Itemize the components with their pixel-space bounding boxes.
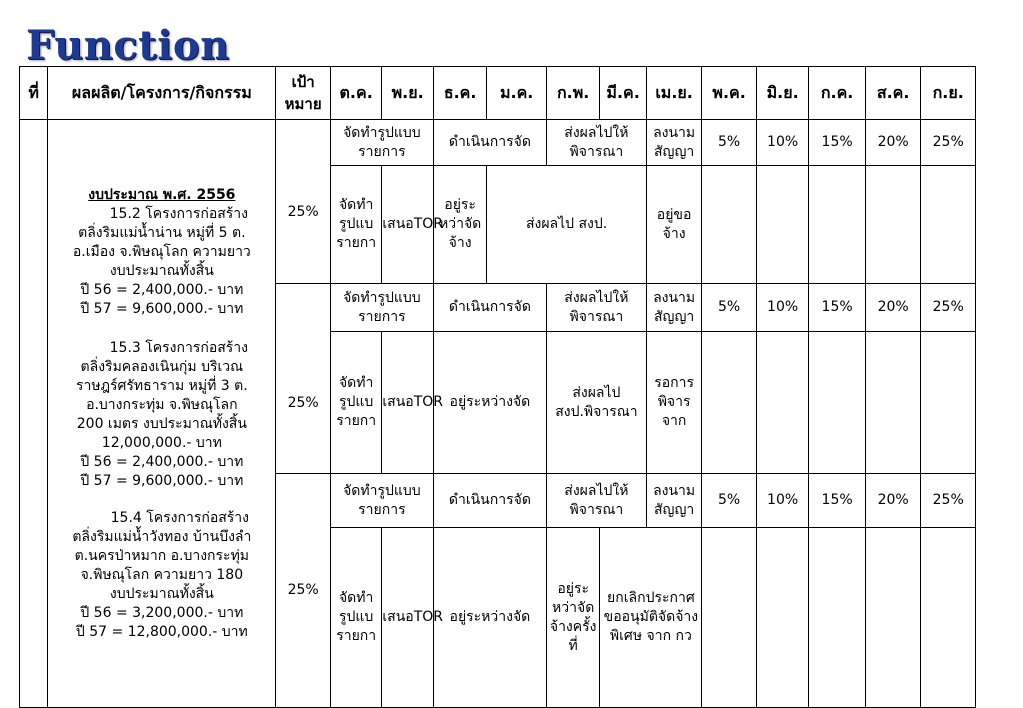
empty-cell xyxy=(865,166,921,284)
actual-tor-cell: เสนอTOR xyxy=(382,166,433,284)
empty-cell xyxy=(702,166,757,284)
actual-cancel-cell: ยกเลิกประกาศขออนุมัติจัดจ้างพิเศษ จาก กว xyxy=(600,528,702,708)
actual-design-cell: จัดทำรูปแบรายกา xyxy=(330,528,381,708)
target-cell xyxy=(276,284,331,474)
project-15-4-line: ต.นครป่าหมาก อ.บางกระทุ่ม xyxy=(74,547,250,564)
project-15-3-line: ตลิ่งริมคลองเนินกุ่ม บริเวณ xyxy=(80,358,244,375)
actual-waiting-cell: รอการพิจารจาก xyxy=(646,332,702,474)
plan-percent-cell: 15% xyxy=(809,120,866,166)
empty-cell xyxy=(702,528,757,708)
col-header-month: ส.ค. xyxy=(865,67,921,120)
actual-tor-cell: เสนอTOR xyxy=(382,332,433,474)
page-title: Function xyxy=(26,22,230,69)
actual-procuring-cell: อยู่ระหว่าจัดจ้าง xyxy=(433,166,487,284)
project-15-2-budget-57: ปี 57 = 9,600,000.- บาท xyxy=(80,300,244,317)
plan-percent-cell: 5% xyxy=(702,284,757,332)
col-header-month: มิ.ย. xyxy=(756,67,808,120)
actual-procuring-cell: อยู่ระหว่างจัด xyxy=(433,528,546,708)
actual-tor-cell: เสนอTOR xyxy=(382,528,433,708)
project-15-4-budget-57: ปี 57 = 12,800,000.- บาท xyxy=(75,623,248,640)
plan-design-cell: จัดทำรูปแบบรายการ xyxy=(330,474,433,528)
col-header-month: ธ.ค. xyxy=(433,67,487,120)
col-header-month: พ.ย. xyxy=(382,67,433,120)
plan-percent-cell: 15% xyxy=(809,474,866,528)
empty-cell xyxy=(702,332,757,474)
actual-sent-cell: ส่งผลไป สงป.พิจารณา xyxy=(546,332,646,474)
empty-cell xyxy=(809,166,866,284)
plan-procure-cell: ดำเนินการจัด xyxy=(433,474,546,528)
empty-cell xyxy=(809,528,866,708)
empty-cell xyxy=(865,332,921,474)
plan-submit-cell: ส่งผลไปให้พิจารณา xyxy=(546,120,646,166)
col-header-month: ต.ค. xyxy=(330,67,381,120)
plan-procure-cell: ดำเนินการจัด xyxy=(433,120,546,166)
project-15-2-title: 15.2 โครงการก่อสร้าง xyxy=(109,205,249,222)
actual-procuring-cell: อยู่ระหว่างจัด xyxy=(433,332,546,474)
plan-sign-cell: ลงนามสัญญา xyxy=(646,120,702,166)
col-header-month: ก.พ. xyxy=(546,67,600,120)
project-15-4-budget-56: ปี 56 = 3,200,000.- บาท xyxy=(80,604,244,621)
plan-procure-cell: ดำเนินการจัด xyxy=(433,284,546,332)
project-15-3-title: 15.3 โครงการก่อสร้าง xyxy=(109,339,249,356)
project-15-4-line: งบประมาณทั้งสิ้น xyxy=(109,585,214,602)
target-value: 25% xyxy=(287,394,319,411)
project-description-cell xyxy=(48,120,276,708)
project-15-2-budget-56: ปี 56 = 2,400,000.- บาท xyxy=(80,281,244,298)
target-value: 25% xyxy=(287,204,319,220)
plan-sign-cell: ลงนามสัญญา xyxy=(646,284,702,332)
project-15-3-budget-57: ปี 57 = 9,600,000.- บาท xyxy=(80,472,244,489)
actual-waiting-cell: อยู่ขอจ้าง xyxy=(646,166,702,284)
plan-row-15-2 xyxy=(20,120,976,166)
empty-cell xyxy=(921,166,976,284)
actual-design-cell: จัดทำรูปแบรายกา xyxy=(330,166,381,284)
plan-design-cell: จัดทำรูปแบบรายการ xyxy=(330,120,433,166)
col-header-project: ผลผลิต/โครงการ/กิจกรรม xyxy=(48,67,276,120)
project-15-2-line: อ.เมือง จ.พิษณุโลก ความยาว xyxy=(72,243,251,260)
empty-cell xyxy=(921,332,976,474)
project-15-3-line: อ.บางกระทุ่ม จ.พิษณุโลก xyxy=(86,396,238,413)
header-row xyxy=(20,67,976,120)
col-header-month: พ.ค. xyxy=(702,67,757,120)
plan-submit-cell: ส่งผลไปให้พิจารณา xyxy=(546,474,646,528)
target-cell xyxy=(276,120,331,284)
col-header-month: ม.ค. xyxy=(487,67,547,120)
empty-cell xyxy=(756,166,808,284)
plan-submit-cell: ส่งผลไปให้พิจารณา xyxy=(546,284,646,332)
project-15-2-line: งบประมาณทั้งสิ้น xyxy=(109,262,214,279)
plan-design-cell: จัดทำรูปแบบรายการ xyxy=(330,284,433,332)
empty-cell xyxy=(865,528,921,708)
plan-percent-cell: 25% xyxy=(921,284,976,332)
project-15-3-line: ราษฎร์ศรัทธาราม หมู่ที่ 3 ต. xyxy=(76,377,248,394)
project-15-2-line: ตลิ่งริมแม่น้ำน่าน หมู่ที่ 5 ต. xyxy=(78,224,246,241)
plan-percent-cell: 10% xyxy=(756,284,808,332)
plan-percent-cell: 20% xyxy=(865,120,921,166)
col-header-month: ก.ค. xyxy=(809,67,866,120)
col-header-month: มี.ค. xyxy=(600,67,646,120)
project-15-4-line: ตลิ่งริมแม่น้ำวังทอง บ้านบึงลำ xyxy=(72,528,252,545)
plan-percent-cell: 15% xyxy=(809,284,866,332)
project-15-3-line: 200 เมตร งบประมาณทั้งสิ้น xyxy=(76,415,247,432)
actual-design-cell: จัดทำรูปแบรายกา xyxy=(330,332,381,474)
project-15-4-line: จ.พิษณุโลก ความยาว 180 xyxy=(80,566,244,583)
col-header-month: ก.ย. xyxy=(921,67,976,120)
empty-cell xyxy=(921,528,976,708)
empty-cell xyxy=(809,332,866,474)
project-15-3-budget-56: ปี 56 = 2,400,000.- บาท xyxy=(80,453,244,470)
plan-percent-cell: 5% xyxy=(702,120,757,166)
project-plan-table xyxy=(19,66,976,708)
target-cell xyxy=(276,474,331,708)
plan-percent-cell: 25% xyxy=(921,474,976,528)
col-header-no: ที่ xyxy=(20,67,48,120)
empty-cell xyxy=(756,528,808,708)
col-header-target: เป้าหมาย xyxy=(276,67,331,120)
plan-percent-cell: 20% xyxy=(865,284,921,332)
col-header-month: เม.ย. xyxy=(646,67,702,120)
target-value: 25% xyxy=(287,582,319,598)
actual-sent-cell: ส่งผลไป สงป. xyxy=(487,166,646,284)
plan-percent-cell: 10% xyxy=(756,474,808,528)
project-15-3-line: 12,000,000.- บาท xyxy=(101,434,222,451)
plan-percent-cell: 5% xyxy=(702,474,757,528)
empty-cell xyxy=(756,332,808,474)
budget-year-heading: งบประมาณ พ.ศ. 2556 xyxy=(88,186,236,203)
actual-round-cell: อยู่ระหว่าจัดจ้างครั้งที่ xyxy=(546,528,600,708)
plan-percent-cell: 10% xyxy=(756,120,808,166)
row-number-cell xyxy=(20,120,48,708)
plan-percent-cell: 25% xyxy=(921,120,976,166)
plan-sign-cell: ลงนามสัญญา xyxy=(646,474,702,528)
plan-percent-cell: 20% xyxy=(865,474,921,528)
project-15-4-title: 15.4 โครงการก่อสร้าง xyxy=(110,509,250,526)
